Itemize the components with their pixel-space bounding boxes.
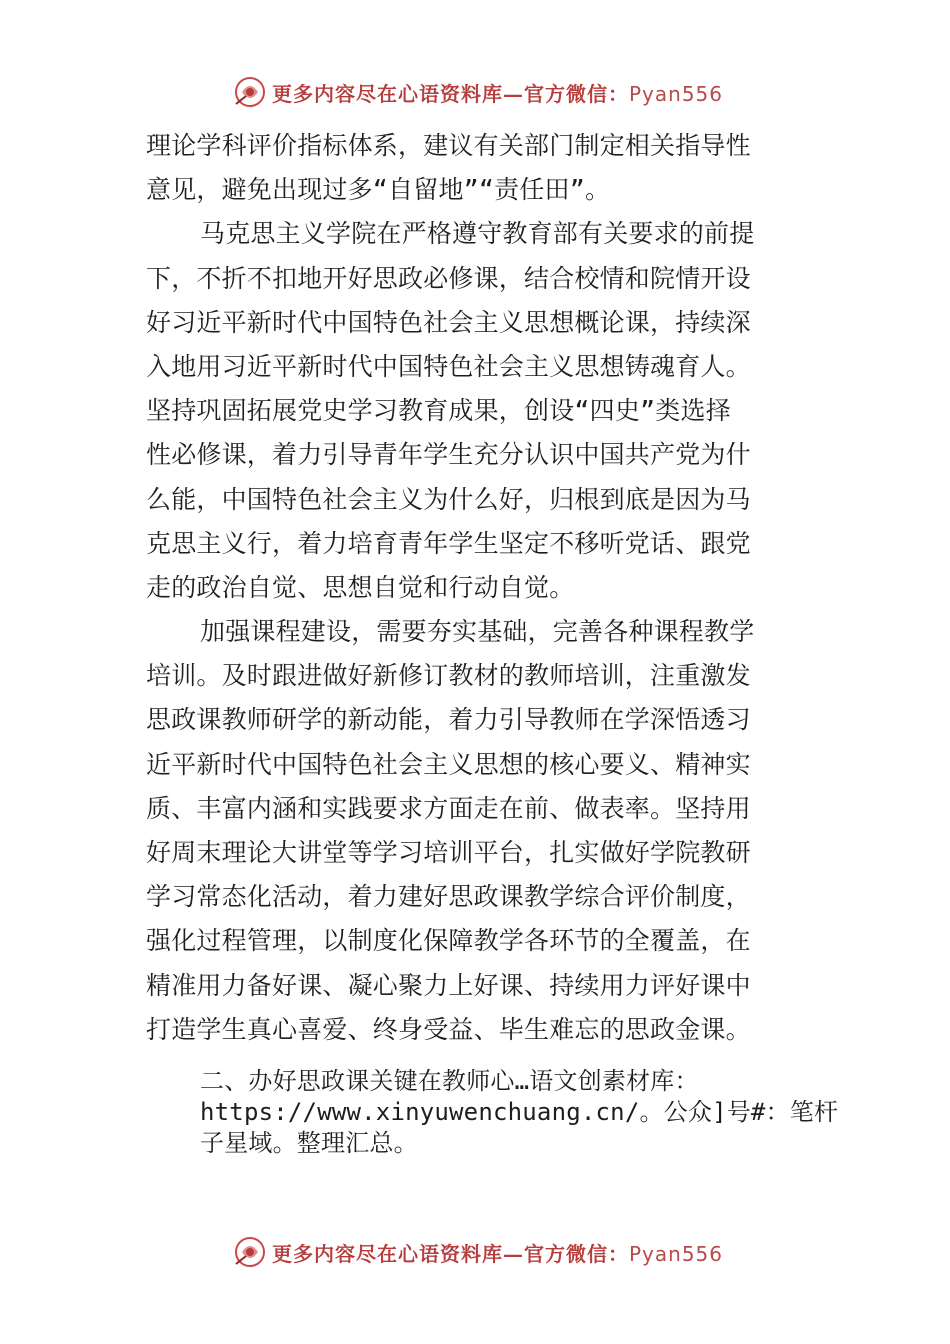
text-line: 入地用习近平新时代中国特色社会主义思想铸魂育人。 xyxy=(146,351,751,381)
text-line: 好习近平新时代中国特色社会主义思想概论课，持续深 xyxy=(146,307,751,337)
document-body xyxy=(146,124,811,1052)
footer-wechat-id: Pyan556 xyxy=(629,1241,724,1266)
paragraph-1 xyxy=(146,124,811,212)
text-line: https://www.xinyuwenchuang.cn/。公众]号#：笔杆 xyxy=(200,1098,839,1126)
text-line: 二、办好思政课关键在教师心…语文创素材库： xyxy=(200,1067,699,1095)
section-heading-tail xyxy=(200,1066,840,1159)
text-line: 精准用力备好课、凝心聚力上好课、持续用力评好课中 xyxy=(146,970,751,1000)
text-line: 马克思主义学院在严格遵守教育部有关要求的前提 xyxy=(200,219,755,249)
text-line: 克思主义行，着力培育青年学生坚定不移听党话、跟党 xyxy=(146,528,751,558)
text-line: 性必修课，着力引导青年学生充分认识中国共产党为什 xyxy=(146,440,751,470)
text-line: 打造学生真心喜爱、终身受益、毕生难忘的思政金课。 xyxy=(146,1014,751,1044)
rose-logo-icon xyxy=(232,74,268,110)
footer-banner-text: 更多内容尽在心语资料库—官方微信：Pyan556 xyxy=(272,1241,724,1266)
text-line: 么能，中国特色社会主义为什么好，归根到底是因为马 xyxy=(146,484,751,514)
header-banner xyxy=(232,72,752,112)
text-line: 质、丰富内涵和实践要求方面走在前、做表率。坚持用 xyxy=(146,793,751,823)
text-line: 学习常态化活动，着力建好思政课教学综合评价制度， xyxy=(146,882,751,912)
text-line: 思政课教师研学的新动能，着力引导教师在学深悟透习 xyxy=(146,705,751,735)
paragraph-3 xyxy=(146,610,811,1052)
text-line: 理论学科评价指标体系，建议有关部门制定相关指导性 xyxy=(146,131,751,160)
header-wechat-id: Pyan556 xyxy=(629,81,724,106)
text-line: 走的政治自觉、思想自觉和行动自觉。 xyxy=(146,572,575,602)
text-line: 近平新时代中国特色社会主义思想的核心要义、精神实 xyxy=(146,749,751,779)
text-line: 强化过程管理，以制度化保障教学各环节的全覆盖，在 xyxy=(146,926,751,956)
text-line: 下，不折不扣地开好思政必修课，结合校情和院情开设 xyxy=(146,263,751,293)
text-line: 好周末理论大讲堂等学习培训平台，扎实做好学院教研 xyxy=(146,838,751,867)
text-line: 坚持巩固拓展党史学习教育成果，创设“四史”类选择 xyxy=(146,396,731,426)
text-line: 加强课程建设，需要夯实基础，完善各种课程教学 xyxy=(200,617,755,647)
header-banner-text: 更多内容尽在心语资料库—官方微信：Pyan556 xyxy=(272,81,724,106)
text-line: 培训。及时跟进做好新修订教材的教师培训，注重激发 xyxy=(146,661,751,691)
text-line: 意见，避免出现过多“自留地”“责任田”。 xyxy=(146,175,611,205)
text-line: 子星域。整理汇总。 xyxy=(200,1129,418,1157)
footer-banner xyxy=(232,1232,752,1272)
paragraph-2 xyxy=(146,212,811,610)
rose-logo-icon xyxy=(232,1234,268,1270)
